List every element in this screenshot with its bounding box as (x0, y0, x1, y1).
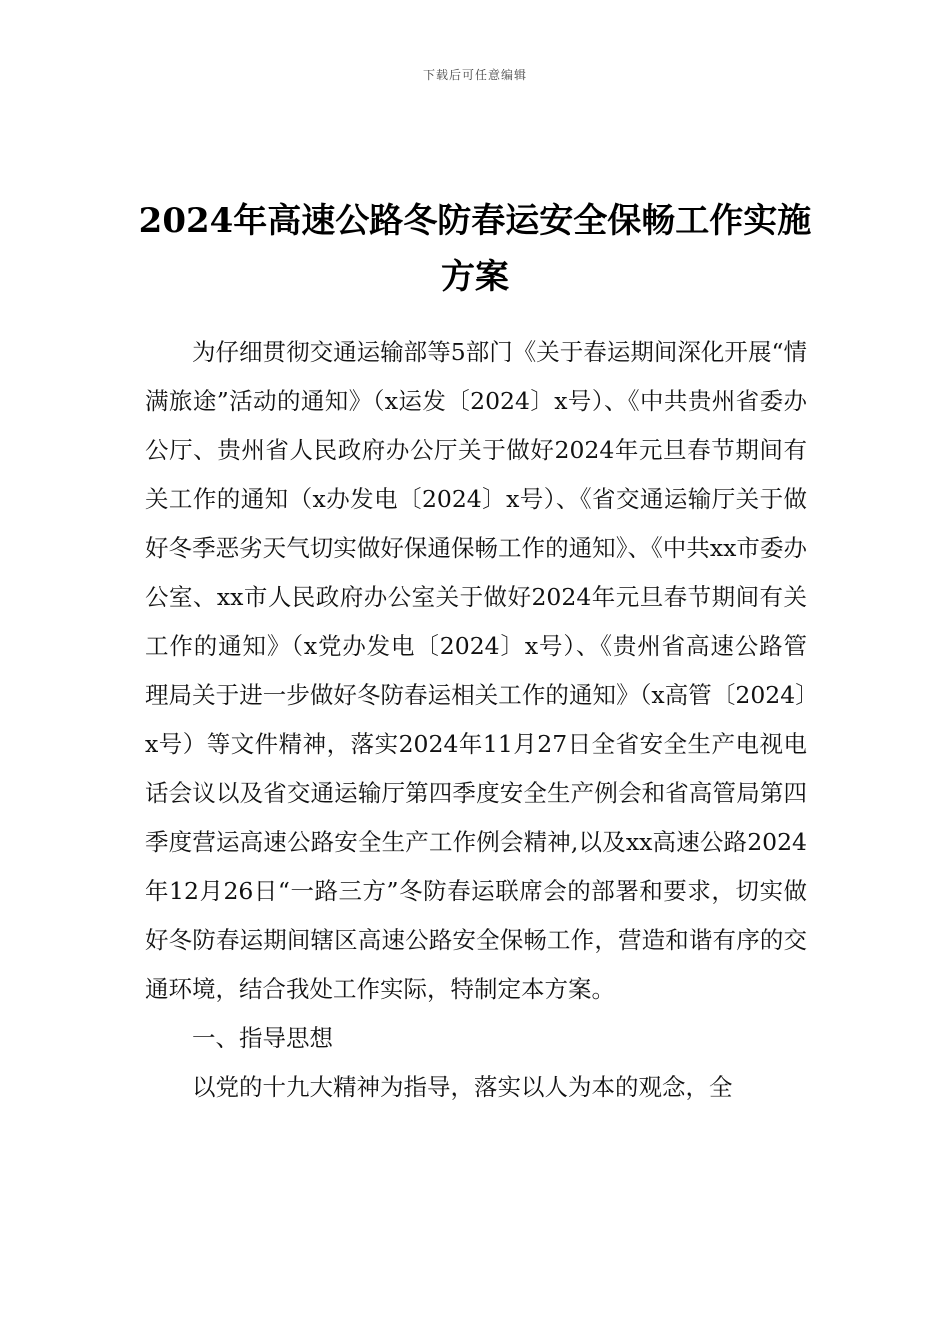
intro-paragraph: 为仔细贯彻交通运输部等5部门《关于春运期间深化开展“情满旅途”活动的通知》（x运发〔2024〕x号）、《中共贵州省委办公厅、贵州省人民政府办公厅关于做好2024年元旦春节期间有关工作的通知（x办发电〔2024〕x号）、《省交通运输厅关于做好冬季恶劣天气切实做好保通保畅工作的通知》、《中共xx市委办公室、xx市人民政府办公室关于做好2024年元旦春节期间有关工作的通知》（x党办发电〔2024〕x号）、《贵州省高速公路管理局关于进一步做好冬防春运相关工作的通知》（x高管〔2024〕x号）等文件精神，落实2024年11月27日全省安全生产电视电话会议以及省交通运输厅第四季度安全生产例会和省高管局第四季度营运高速公路安全生产工作例会精神,以及xx高速公路2024年12月26日“一路三方”冬防春运联席会的部署和要求，切实做好冬防春运期间辖区高速公路安全保畅工作，营造和谐有序的交通环境，结合我处工作实际，特制定本方案。 (145, 338, 807, 1003)
download-note: 下载后可任意编辑 (422, 68, 527, 82)
section-heading-guiding-ideology: 一、指导思想 (192, 1024, 333, 1052)
document-body (145, 328, 807, 1112)
section-paragraph: 以党的十九大精神为指导，落实以人为本的观念，全 (192, 1073, 733, 1101)
document-title: 2024年高速公路冬防春运安全保畅工作实施方案 (138, 200, 812, 297)
